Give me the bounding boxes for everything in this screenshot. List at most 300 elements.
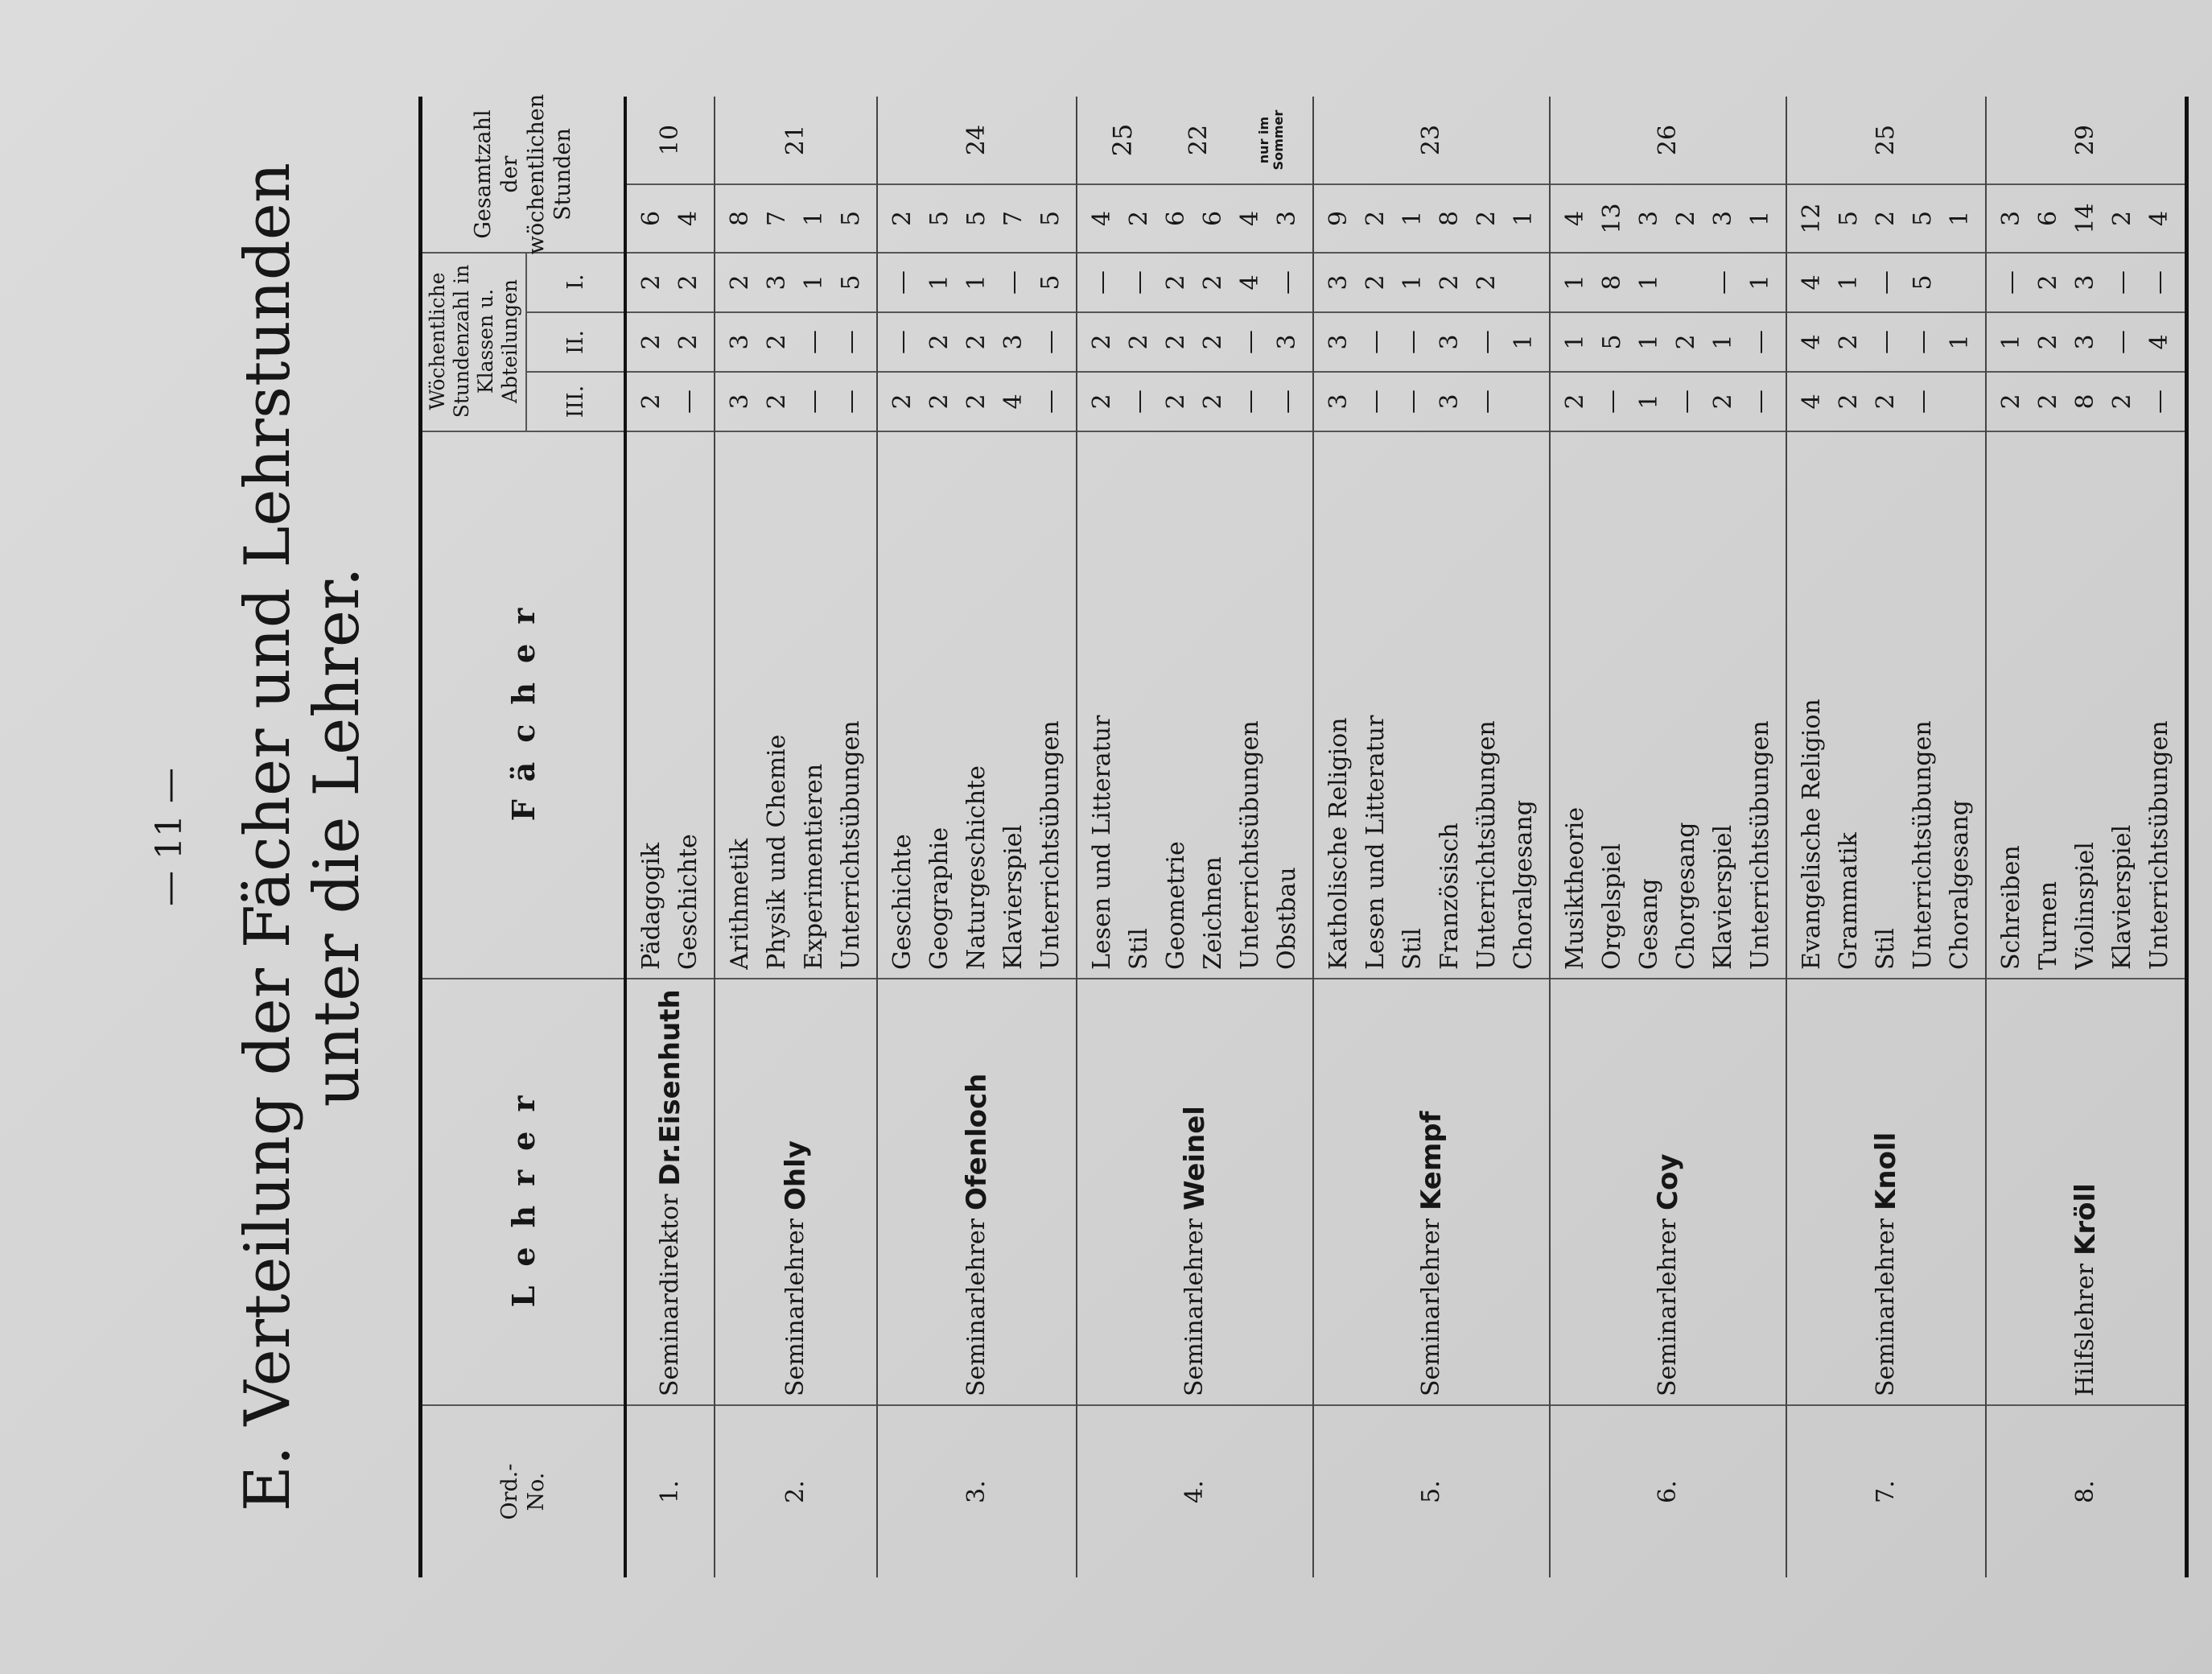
hours-i-value: 2 — [1473, 274, 1501, 291]
subject: Geschichte — [888, 834, 917, 970]
rotated-page-content — [113, 93, 2173, 1581]
teacher-title: Seminarlehrer — [1180, 1218, 1209, 1396]
hours-iii-value: 2 — [1872, 394, 1900, 410]
subject: Obstbau — [1273, 867, 1301, 970]
hours-ii-value: 1 — [1635, 334, 1663, 350]
hours-iii-value: — — [1909, 390, 1937, 414]
hours-iii-value: — — [674, 390, 702, 414]
hours-ii-value: 1 — [1709, 334, 1737, 350]
hours-ii-value: 2 — [1088, 334, 1116, 350]
hours-i-cell — [715, 252, 876, 311]
hours-i-value: 3 — [1324, 274, 1353, 291]
hours-iii-value — [1506, 373, 1543, 431]
hours-sums-value: 6 — [1199, 210, 1227, 227]
hours-ii-value: — — [800, 330, 828, 354]
hours-i-value: 5 — [1036, 274, 1065, 291]
hours-i-cell — [1987, 252, 2185, 311]
hours-ii-value: 3 — [726, 334, 754, 350]
hours-i-value: 1 — [800, 274, 828, 291]
teacher-name: Weinel — [1179, 1106, 1211, 1210]
hours-iii-value: — — [1236, 390, 1264, 414]
subjects-cell — [1314, 431, 1549, 978]
hours-sums-value: 6 — [637, 210, 665, 227]
hours-ii-value: 2 — [1835, 334, 1863, 350]
hours-i-cell — [627, 252, 714, 311]
subject: Zeichnen — [1199, 856, 1227, 970]
hours-i-value: 1 — [1398, 274, 1427, 291]
header-gesamt: Gesamtzahl der wöchentlichen Stunden — [471, 93, 575, 255]
header-faecher: Fächer — [422, 431, 624, 978]
hours-iii-value — [1942, 373, 1979, 431]
hours-i-value: 4 — [1236, 274, 1264, 291]
subject: Stil — [1398, 928, 1427, 970]
subject: Geographie — [925, 827, 954, 970]
summer-note: nur im Sommer — [1256, 109, 1287, 171]
subject: Unterrichtsübungen — [1236, 720, 1264, 970]
hours-sums-value: 8 — [1436, 210, 1464, 227]
subject: Experimentieren — [800, 763, 828, 970]
hours-ii-value: — — [2108, 330, 2136, 354]
teacher-name: Kröll — [2070, 1183, 2102, 1256]
subjects-cell — [1787, 431, 1985, 978]
subject: Choralgesang — [1510, 800, 1538, 970]
hours-sums-value: 1 — [1946, 210, 1974, 227]
teacher-cell — [1987, 978, 2185, 1404]
hours-sums-value: 5 — [925, 210, 954, 227]
hours-sums-value: 1 — [1746, 210, 1774, 227]
subject: Orgelspiel — [1598, 843, 1626, 970]
hours-ii-value: 1 — [1561, 334, 1589, 350]
hours-i-value: — — [1125, 270, 1153, 295]
hours-ii-cell — [715, 311, 876, 371]
hours-iii-cell — [1551, 371, 1786, 431]
row-number: 2. — [715, 1404, 876, 1577]
hours-ii-value: — — [1746, 330, 1774, 354]
hours-sums-value: 14 — [2071, 203, 2099, 234]
table-row — [1314, 97, 1551, 1577]
teacher-cell — [1314, 978, 1549, 1404]
hours-i-value: 2 — [2034, 274, 2062, 291]
table-row — [1077, 97, 1314, 1577]
hours-i-cell — [1314, 252, 1549, 311]
hours-ii-value: — — [837, 330, 865, 354]
subject: Naturgeschichte — [962, 765, 991, 970]
hours-sums-value: 1 — [800, 210, 828, 227]
hours-i-value: 5 — [1909, 274, 1937, 291]
hours-iii-value: — — [1598, 390, 1626, 414]
hours-ii-value: 2 — [962, 334, 991, 350]
hours-i-value — [1506, 254, 1543, 311]
hours-i-value: — — [1872, 270, 1900, 295]
row-number: 8. — [1987, 1404, 2185, 1577]
hours-iii-value: 2 — [1997, 394, 2025, 410]
hours-i-value: 1 — [1635, 274, 1663, 291]
hours-sums-value: 12 — [1798, 203, 1826, 234]
subject: Klavierspiel — [999, 824, 1028, 970]
hours-sums-cell — [1314, 183, 1549, 252]
table-body — [627, 97, 2189, 1577]
subject: Violinspiel — [2071, 842, 2099, 970]
teacher-cell — [627, 978, 714, 1404]
hours-sums-value: 5 — [837, 210, 865, 227]
hours-ii-value: 2 — [1125, 334, 1153, 350]
hours-iii-value: — — [1473, 390, 1501, 414]
table-row — [878, 97, 1077, 1577]
subject: Unterrichtsübungen — [1473, 720, 1501, 970]
subject: Unterrichtsübungen — [1909, 720, 1937, 970]
hours-i-value: 4 — [1798, 274, 1826, 291]
subject: Arithmetik — [726, 838, 754, 970]
hours-iii-value: 2 — [2034, 394, 2062, 410]
hours-sums-value: 7 — [999, 210, 1028, 227]
subjects-cell — [1077, 431, 1312, 978]
hours-sums-value: 5 — [1835, 210, 1863, 227]
table-row — [1987, 97, 2189, 1577]
hours-sums-value: 2 — [2108, 210, 2136, 227]
subject: Unterrichtsübungen — [2145, 720, 2173, 970]
hours-ii-value: 2 — [1199, 334, 1227, 350]
hours-i-value — [1942, 254, 1979, 311]
hours-ii-value: 2 — [1672, 334, 1700, 350]
hours-i-value: 1 — [925, 274, 954, 291]
hours-i-cell — [878, 252, 1076, 311]
subject: Evangelische Religion — [1798, 699, 1826, 970]
hours-sums-cell — [715, 183, 876, 252]
hours-ii-value: 4 — [1798, 334, 1826, 350]
hours-iii-value: — — [1398, 390, 1427, 414]
hours-i-value: — — [888, 270, 917, 295]
hours-iii-value: 3 — [1436, 394, 1464, 410]
hours-iii-value: — — [1746, 390, 1774, 414]
subject: Chorgesang — [1672, 822, 1700, 970]
teacher-name: Kempf — [1415, 1111, 1448, 1210]
hours-i-value: 2 — [1199, 274, 1227, 291]
hours-sums-value: 1 — [1398, 210, 1427, 227]
hours-ii-cell — [1787, 311, 1985, 371]
hours-iii-value: — — [800, 390, 828, 414]
hours-ii-cell — [1077, 311, 1312, 371]
hours-sums-value: 2 — [1361, 210, 1390, 227]
hours-sums-cell — [878, 183, 1076, 252]
subject: Musiktheorie — [1561, 806, 1589, 970]
hours-iii-value: 1 — [1635, 394, 1663, 410]
hours-sums-value: 4 — [1236, 210, 1264, 227]
teacher-title: Seminarlehrer — [1417, 1218, 1445, 1396]
subjects-cell — [1987, 431, 2185, 978]
distribution-table — [418, 93, 2189, 1577]
hours-ii-cell — [627, 311, 714, 371]
hours-sums-value: 3 — [1273, 210, 1301, 227]
hours-ii-value: 3 — [1436, 334, 1464, 350]
teacher-title: Seminarlehrer — [1654, 1218, 1682, 1396]
title-line-1: E. Verteilung der Fächer und Lehrstunden — [232, 162, 304, 1512]
hours-iii-value: 2 — [637, 394, 665, 410]
hours-iii-value: 2 — [763, 394, 791, 410]
header-ord: Ord.- No. — [422, 1404, 624, 1577]
hours-iii-value: 3 — [1324, 394, 1353, 410]
teacher-title: Hilfslehrer — [2071, 1264, 2099, 1396]
subject: Lesen und Litteratur — [1361, 715, 1390, 970]
hours-ii-value: 2 — [2034, 334, 2062, 350]
subjects-cell — [715, 431, 876, 978]
hours-i-value: 1 — [962, 274, 991, 291]
hours-iii-cell — [715, 371, 876, 431]
header-class-ii: II. — [527, 311, 624, 371]
hours-iii-value: — — [837, 390, 865, 414]
hours-iii-value: 2 — [1561, 394, 1589, 410]
header-class-i: I. — [562, 274, 588, 290]
subject: Stil — [1872, 928, 1900, 970]
hours-iii-value: — — [1125, 390, 1153, 414]
hours-iii-value: 2 — [1709, 394, 1737, 410]
total-cell — [1551, 97, 1786, 183]
hours-ii-value: 3 — [1273, 334, 1301, 350]
hours-sums-value: 2 — [1473, 210, 1501, 227]
hours-iii-value: 2 — [2108, 394, 2136, 410]
hours-i-value: 5 — [837, 274, 865, 291]
hours-sums-cell — [1551, 183, 1786, 252]
hours-ii-value: — — [1398, 330, 1427, 354]
hours-iii-value: 2 — [1088, 394, 1116, 410]
subjects-cell — [627, 431, 714, 978]
total-value: 24 — [962, 124, 991, 156]
row-number: 7. — [1787, 1404, 1985, 1577]
hours-iii-value: 2 — [1199, 394, 1227, 410]
hours-sums-value: 4 — [1088, 210, 1116, 227]
page-title — [233, 93, 372, 1581]
header-stunden: Wöchentliche Stundenzahl in Klassen u. Abteilungen — [422, 252, 527, 431]
hours-ii-value: — — [1036, 330, 1065, 354]
hours-ii-cell — [878, 311, 1076, 371]
hours-iii-value: 4 — [999, 394, 1028, 410]
hours-i-value: 2 — [1162, 274, 1190, 291]
total-cell — [627, 97, 714, 183]
hours-ii-value: — — [1236, 330, 1264, 354]
table-row — [1551, 97, 1787, 1577]
row-number: 5. — [1314, 1404, 1549, 1577]
total-cell — [1987, 97, 2185, 183]
hours-sums-cell — [627, 183, 714, 252]
hours-i-value: 2 — [1361, 274, 1390, 291]
subject: Klavierspiel — [1709, 824, 1737, 970]
total-value: 25 — [1872, 124, 1900, 156]
hours-ii-value: — — [888, 330, 917, 354]
hours-ii-value: 4 — [2145, 334, 2173, 350]
hours-i-value: — — [1709, 270, 1737, 295]
subject: Unterrichtsübungen — [1036, 720, 1065, 970]
hours-i-value: — — [1997, 270, 2025, 295]
total-value: 22 — [1184, 124, 1213, 156]
total-value: 23 — [1417, 124, 1445, 156]
teacher-title: Seminardirektor — [656, 1194, 684, 1396]
hours-iii-value: 8 — [2071, 394, 2099, 410]
hours-i-value: 1 — [1561, 274, 1589, 291]
hours-ii-value: 2 — [1162, 334, 1190, 350]
hours-ii-value: — — [1872, 330, 1900, 354]
subject: Katholische Religion — [1324, 717, 1353, 970]
total-cell — [1787, 97, 1985, 183]
hours-i-value: — — [2145, 270, 2173, 295]
hours-i-value: — — [2108, 270, 2136, 295]
hours-sums-value: 2 — [1672, 210, 1700, 227]
teacher-cell — [715, 978, 876, 1404]
hours-ii-value: 1 — [1946, 334, 1974, 350]
subject: Unterrichtsübungen — [1746, 720, 1774, 970]
header-stunden-group — [422, 252, 624, 431]
table-header — [418, 93, 627, 1577]
row-number: 6. — [1551, 1404, 1786, 1577]
hours-iii-value: — — [1036, 390, 1065, 414]
hours-iii-value: — — [1361, 390, 1390, 414]
hours-ii-value: 3 — [999, 334, 1028, 350]
hours-i-cell — [1787, 252, 1985, 311]
hours-sums-value: 4 — [674, 210, 702, 227]
hours-sums-value: 5 — [1036, 210, 1065, 227]
hours-i-value: 8 — [1598, 274, 1626, 291]
row-number: 3. — [878, 1404, 1076, 1577]
hours-iii-cell — [1987, 371, 2185, 431]
total-value: 26 — [1654, 124, 1682, 156]
hours-ii-value: 2 — [637, 334, 665, 350]
hours-sums-value: 2 — [1125, 210, 1153, 227]
subject: Unterrichtsübungen — [837, 720, 865, 970]
hours-iii-value: 2 — [1162, 394, 1190, 410]
table-row — [627, 97, 715, 1577]
hours-ii-cell — [1551, 311, 1786, 371]
teacher-name: Dr.Eisenhuth — [654, 989, 686, 1186]
total-value: 21 — [781, 124, 809, 156]
total-cell — [715, 97, 876, 183]
hours-iii-value: — — [2145, 390, 2173, 414]
subject: Choralgesang — [1946, 800, 1974, 970]
row-number: 1. — [627, 1404, 714, 1577]
subject: Physik und Chemie — [763, 734, 791, 970]
hours-i-value: — — [1088, 270, 1116, 295]
hours-i-value: 3 — [763, 274, 791, 291]
total-cell — [878, 97, 1076, 183]
header-class-iii: III. — [527, 371, 624, 431]
page-number: — 11 — — [149, 768, 190, 906]
hours-i-cell — [1551, 252, 1786, 311]
teacher-name: Knoll — [1870, 1132, 1902, 1210]
hours-ii-value: 2 — [763, 334, 791, 350]
table-row — [1787, 97, 1987, 1577]
hours-iii-cell — [1787, 371, 1985, 431]
teacher-cell — [1787, 978, 1985, 1404]
hours-ii-cell — [1987, 311, 2185, 371]
title-line-2: unter die Lehrer. — [301, 567, 373, 1107]
subject: Geometrie — [1162, 841, 1190, 970]
subject: Gesang — [1635, 878, 1663, 970]
subject: Grammatik — [1835, 832, 1863, 970]
hours-iii-cell — [627, 371, 714, 431]
hours-iii-value: 2 — [925, 394, 954, 410]
subject: Stil — [1125, 928, 1153, 970]
hours-ii-value: 3 — [1324, 334, 1353, 350]
hours-i-value — [1668, 254, 1705, 311]
hours-ii-value: 5 — [1598, 334, 1626, 350]
hours-ii-value: — — [1361, 330, 1390, 354]
subject: Geschichte — [674, 834, 702, 970]
teacher-title: Seminarlehrer — [1872, 1218, 1900, 1396]
hours-ii-cell — [1314, 311, 1549, 371]
teacher-cell — [1551, 978, 1786, 1404]
hours-ii-value: 2 — [925, 334, 954, 350]
hours-sums-value: 3 — [1997, 210, 2025, 227]
hours-ii-value: 2 — [674, 334, 702, 350]
hours-sums-cell — [1077, 183, 1312, 252]
hours-sums-value: 9 — [1324, 210, 1353, 227]
teacher-name: Ofenloch — [961, 1073, 993, 1210]
hours-sums-value: 6 — [2034, 210, 2062, 227]
hours-i-cell — [1077, 252, 1312, 311]
subject: Lesen und Litteratur — [1088, 715, 1116, 970]
subject: Klavierspiel — [2108, 824, 2136, 970]
subject: Pädagogik — [637, 842, 665, 970]
hours-ii-value: 1 — [1997, 334, 2025, 350]
subject: Turnen — [2034, 880, 2062, 970]
hours-i-value: — — [999, 270, 1028, 295]
hours-i-value: 2 — [1436, 274, 1464, 291]
table-row — [715, 97, 878, 1577]
hours-ii-value: 3 — [2071, 334, 2099, 350]
teacher-title: Seminarlehrer — [781, 1218, 809, 1396]
hours-sums-value: 1 — [1510, 210, 1538, 227]
subject: Französisch — [1436, 823, 1464, 970]
hours-sums-cell — [1987, 183, 2185, 252]
total-value: 29 — [2071, 124, 2099, 156]
hours-sums-value: 3 — [1709, 210, 1737, 227]
grand-total-value: 25 — [1106, 123, 1138, 157]
hours-i-value: 3 — [2071, 274, 2099, 291]
hours-sums-value: 8 — [726, 210, 754, 227]
hours-i-value: — — [1273, 270, 1301, 295]
subjects-cell — [1551, 431, 1786, 978]
total-cell — [1314, 97, 1549, 183]
row-number: 4. — [1077, 1404, 1312, 1577]
hours-sums-value: 4 — [1561, 210, 1589, 227]
hours-sums-value: 6 — [1162, 210, 1190, 227]
hours-iii-value: — — [1273, 390, 1301, 414]
hours-sums-value: 5 — [1909, 210, 1937, 227]
hours-iii-value: 3 — [726, 394, 754, 410]
teacher-cell — [878, 978, 1076, 1404]
teacher-name: Coy — [1652, 1153, 1684, 1210]
hours-i-value: 2 — [637, 274, 665, 291]
hours-iii-value: 2 — [888, 394, 917, 410]
hours-sums-value: 2 — [888, 210, 917, 227]
hours-iii-cell — [1077, 371, 1312, 431]
hours-iii-cell — [878, 371, 1076, 431]
hours-iii-value: 2 — [1835, 394, 1863, 410]
header-lehrer: Lehrer — [422, 978, 624, 1404]
hours-i-value: 2 — [726, 274, 754, 291]
hours-iii-value: 4 — [1798, 394, 1826, 410]
total-cell — [1077, 97, 1312, 183]
hours-sums-cell — [1787, 183, 1985, 252]
hours-sums-value: 5 — [962, 210, 991, 227]
teacher-cell — [1077, 978, 1312, 1404]
hours-i-value: 2 — [674, 274, 702, 291]
hours-ii-value: — — [1909, 330, 1937, 354]
teacher-title: Seminarlehrer — [962, 1218, 991, 1396]
hours-i-value: 1 — [1746, 274, 1774, 291]
hours-i-value: 1 — [1835, 274, 1863, 291]
hours-iii-cell — [1314, 371, 1549, 431]
subject: Schreiben — [1997, 845, 2025, 970]
hours-iii-value: 2 — [962, 394, 991, 410]
subjects-cell — [878, 431, 1076, 978]
